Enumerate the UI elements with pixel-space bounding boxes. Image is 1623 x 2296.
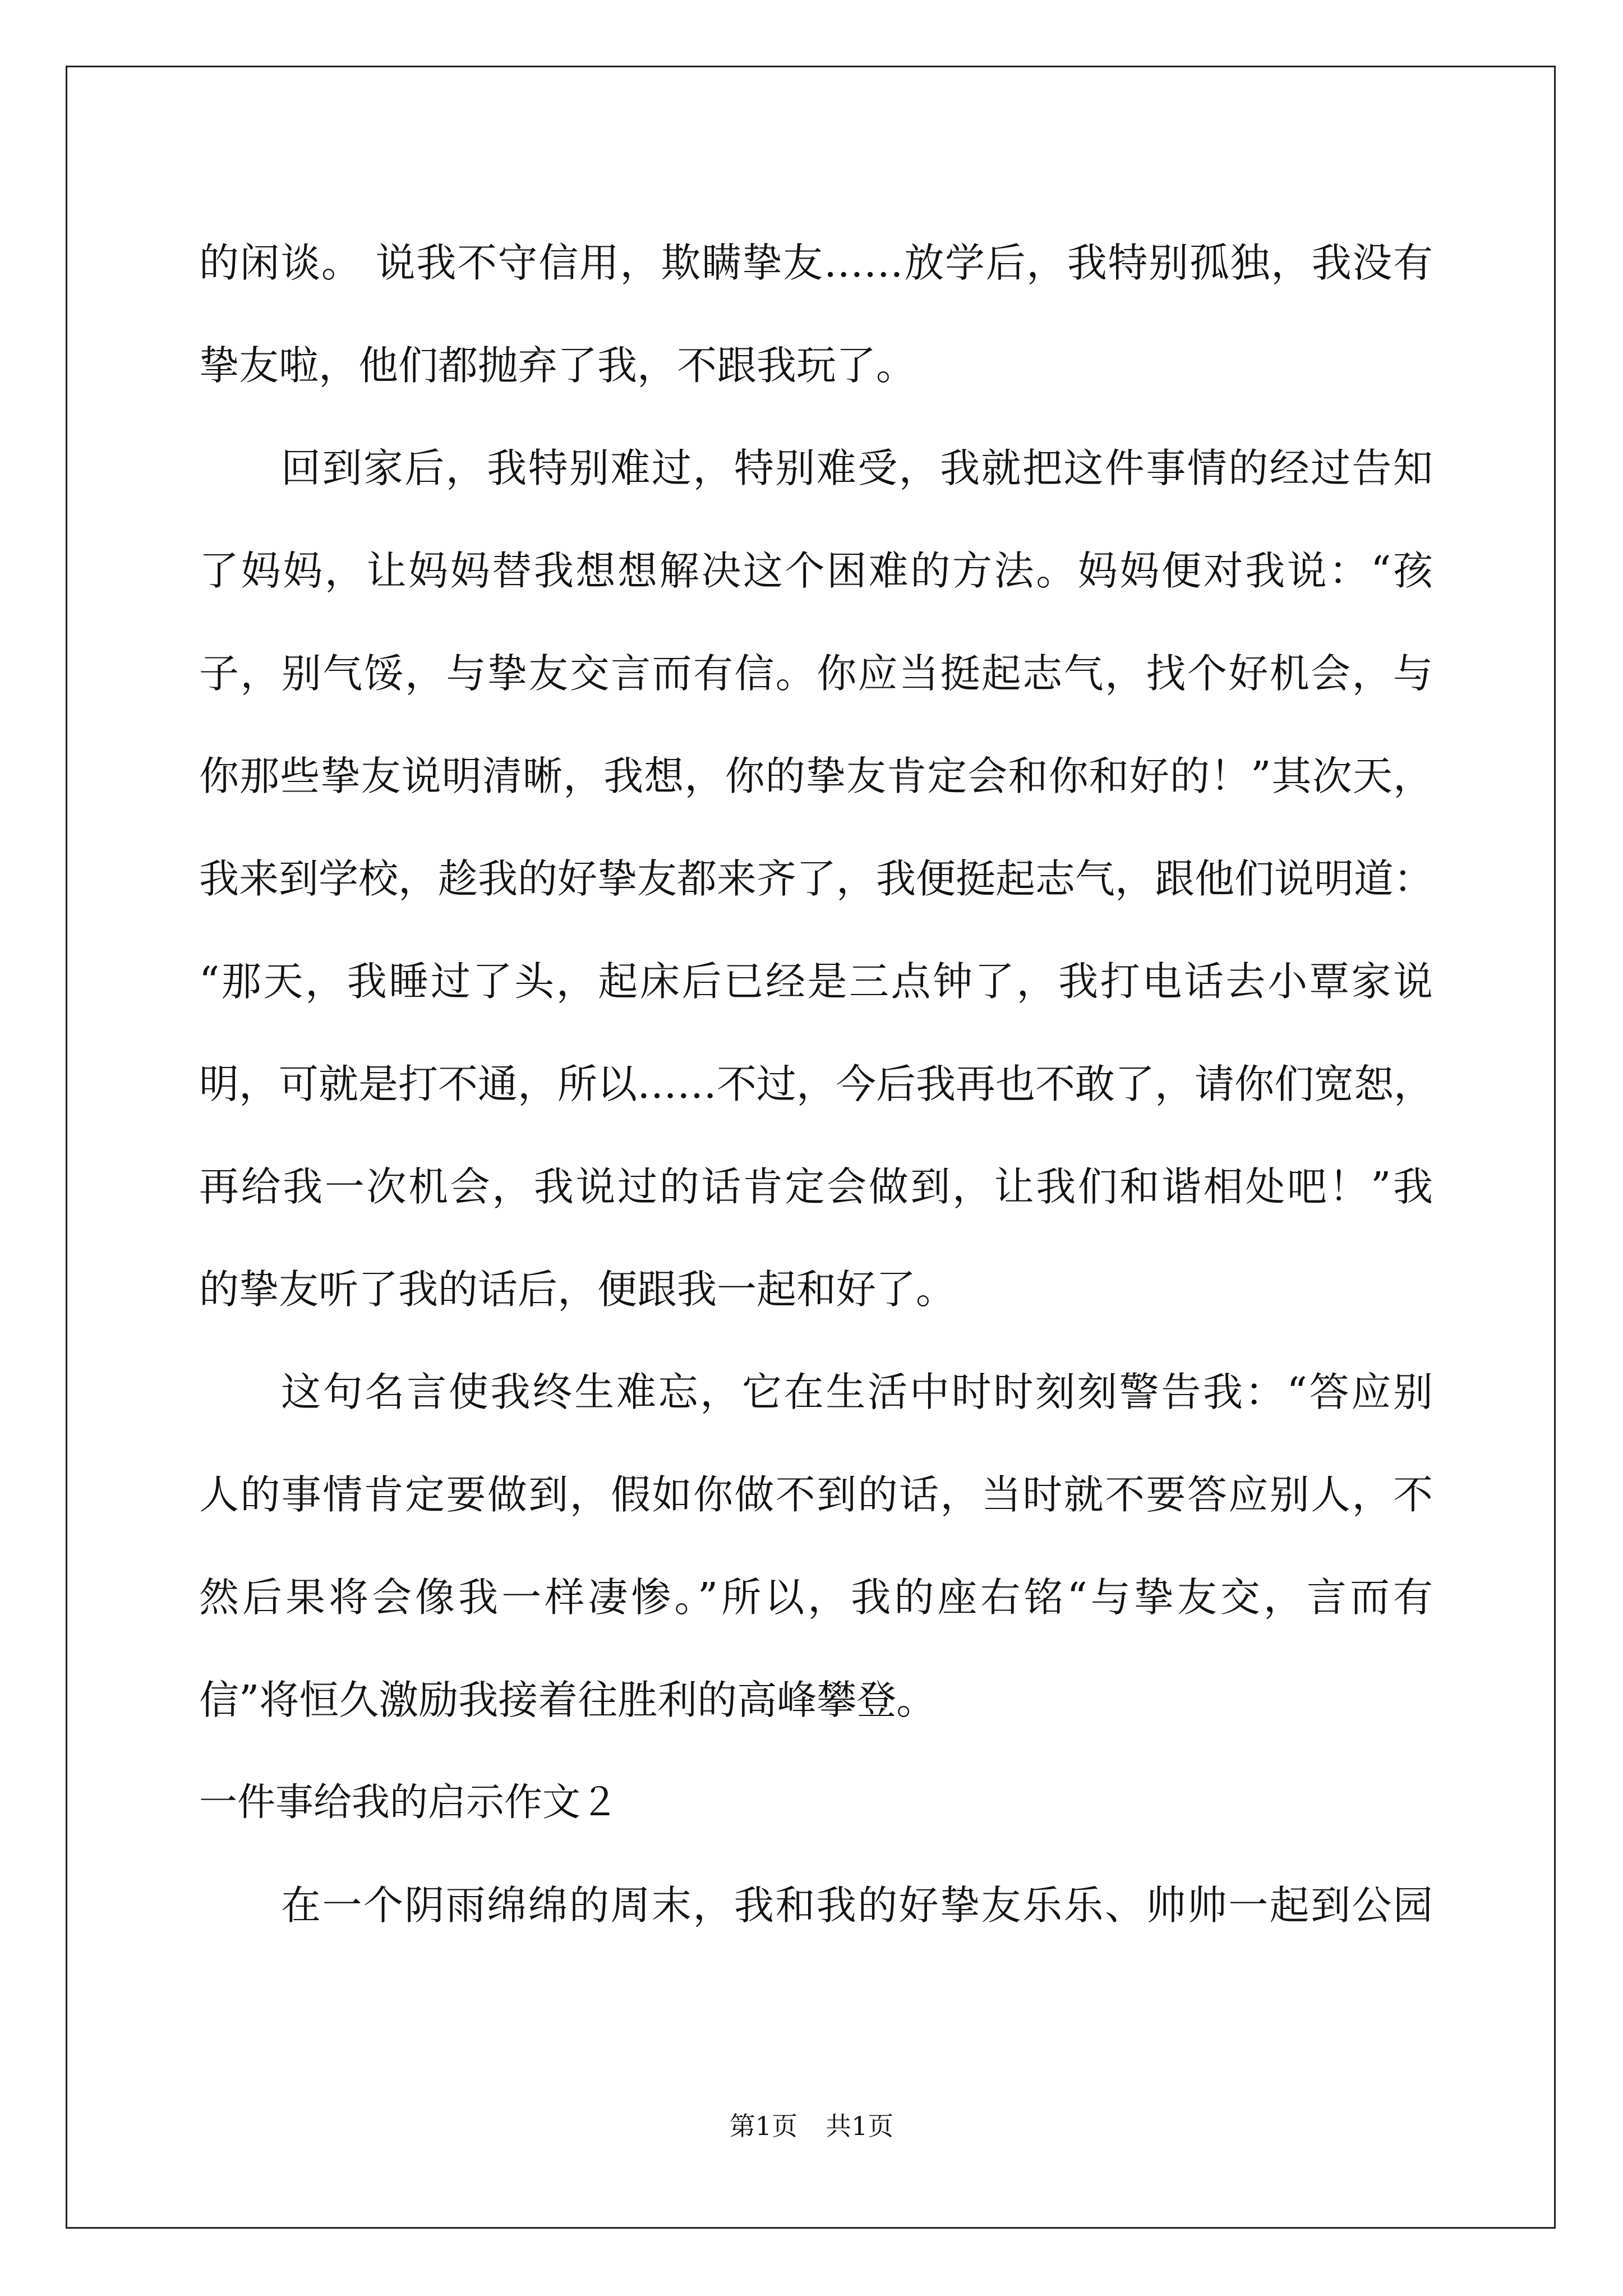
page-footer (0, 2109, 1623, 2143)
text-line: 回到家后，我特别难过，特别难受，我就把这件事情的经过告知 (281, 445, 1433, 491)
text-line: 的挚友听了我的话后，便跟我一起和好了。 (199, 1266, 956, 1313)
section-heading: 一件事给我的启示作文２ (199, 1780, 619, 1825)
text-line: 然后果将会像我一样凄惨。”所以，我的座右铭“与挚友交，言而有 (199, 1574, 1433, 1621)
text-line: “那天，我睡过了头，起床后已经是三点钟了，我打电话去小覃家说 (199, 958, 1433, 1005)
text-line: 挚友啦，他们都抛弃了我，不跟我玩了。 (199, 342, 916, 389)
text-line: 了妈妈，让妈妈替我想想解决这个困难的方法。妈妈便对我说：“孩 (199, 547, 1433, 594)
text-line: 在一个阴雨绵绵的周末，我和我的好挚友乐乐、帅帅一起到公园 (281, 1882, 1433, 1929)
text-line: 你那些挚友说明清晰，我想，你的挚友肯定会和你和好的！”其次天， (199, 753, 1433, 799)
text-line: 子，别气馁，与挚友交言而有信。你应当挺起志气，找个好机会，与 (199, 650, 1433, 697)
text-line: 这句名言使我终生难忘，它在生活中时时刻刻警告我：“答应别 (281, 1369, 1433, 1415)
text-line: 明，可就是打不通，所以……不过，今后我再也不敢了，请你们宽恕， (199, 1061, 1434, 1107)
text-line: 信”将恒久激励我接着往胜利的高峰攀登。 (199, 1677, 937, 1723)
page-number-current: 第1页 (729, 2111, 797, 2141)
text-line: 的闲谈。 说我不守信用，欺瞒挚友……放学后，我特别孤独，我没有 (199, 240, 1433, 286)
text-line: 人的事情肯定要做到，假如你做不到的话，当时就不要答应别人，不 (199, 1471, 1433, 1518)
text-line: 再给我一次机会，我说过的话肯定会做到，让我们和谐相处吧！”我 (199, 1163, 1433, 1210)
text-line: 我来到学校，趁我的好挚友都来齐了，我便挺起志气，跟他们说明道： (199, 855, 1434, 902)
document-body (199, 211, 1433, 1957)
page-number-total: 共1页 (826, 2111, 894, 2141)
